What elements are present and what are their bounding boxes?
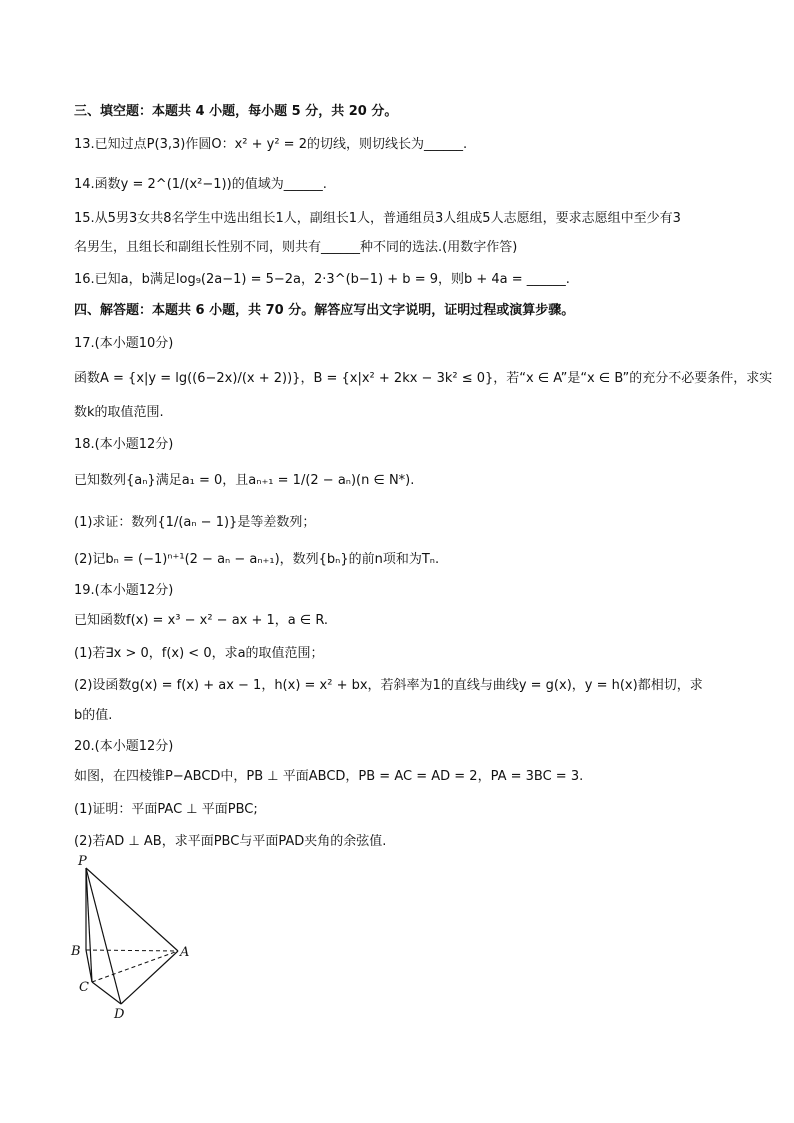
section3-heading: 三、填空题：本题共 4 小题，每小题 5 分，共 20 分。 xyxy=(74,104,398,119)
question-19-part1: (1)若∃x > 0，f(x) < 0，求a的取值范围； xyxy=(74,646,324,661)
edge-CA-dashed xyxy=(92,951,178,982)
edge-PD xyxy=(86,868,121,1004)
question-14: 14.函数y = 2^(1/(x²−1))的值域为______. xyxy=(74,177,327,192)
edge-DA xyxy=(121,951,178,1004)
question-18-part1: (1)求证：数列{1/(aₙ − 1)}是等差数列； xyxy=(74,515,316,530)
label-P: P xyxy=(78,854,87,869)
question-17-line2: 数k的取值范围. xyxy=(74,405,164,420)
question-13: 13.已知过点P(3,3)作圆O：x² + y² = 2的切线，则切线长为______. xyxy=(74,137,468,152)
label-B: B xyxy=(71,944,81,959)
question-18-part2: (2)记bₙ = (−1)ⁿ⁺¹(2 − aₙ − aₙ₊₁)，数列{bₙ}的前n项和为Tₙ. xyxy=(74,552,440,567)
question-19-part2-line1: (2)设函数g(x) = f(x) + ax − 1，h(x) = x² + bx，若斜率为1的直线与曲线y = g(x)，y = h(x)都相切，求 xyxy=(74,678,703,693)
question-16: 16.已知a，b满足log₉(2a−1) = 5−2a，2·3^(b−1) + b = 9，则b + 4a = ______. xyxy=(74,272,570,287)
pyramid-figure xyxy=(68,852,198,1022)
question-19-title: 19.(本小题12分) xyxy=(74,583,174,598)
question-18-stem: 已知数列{aₙ}满足a₁ = 0，且aₙ₊₁ = 1/(2 − aₙ)(n ∈ N*). xyxy=(74,473,415,488)
edge-PA xyxy=(86,868,178,951)
label-D: D xyxy=(114,1007,125,1022)
question-15-line2: 名男生，且组长和副组长性别不同，则共有______种不同的选法.(用数字作答) xyxy=(74,240,518,255)
question-20-part1: (1)证明：平面PAC ⊥ 平面PBC; xyxy=(74,802,258,817)
question-17-title: 17.(本小题10分) xyxy=(74,336,174,351)
label-C: C xyxy=(79,980,89,995)
question-15-line1: 15.从5男3女共8名学生中选出组长1人，副组长1人，普通组员3人组成5人志愿组，要求志愿组中至少有3 xyxy=(74,211,681,226)
question-19-part2-line2: b的值. xyxy=(74,708,113,723)
question-19-stem: 已知函数f(x) = x³ − x² − ax + 1，a ∈ R. xyxy=(74,613,329,628)
label-A: A xyxy=(180,945,190,960)
question-20-part2: (2)若AD ⊥ AB，求平面PBC与平面PAD夹角的余弦值. xyxy=(74,834,387,849)
question-20-title: 20.(本小题12分) xyxy=(74,739,174,754)
question-20-stem: 如图，在四棱锥P−ABCD中，PB ⊥ 平面ABCD，PB = AC = AD = 2，PA = 3BC = 3. xyxy=(74,769,584,784)
edge-BA-dashed xyxy=(86,950,178,951)
question-18-title: 18.(本小题12分) xyxy=(74,437,174,452)
section4-heading: 四、解答题：本题共 6 小题，共 70 分。解答应写出文字说明，证明过程或演算步骤。 xyxy=(74,303,575,318)
question-17-line1: 函数A = {x|y = lg((6−2x)/(x + 2))}，B = {x|x² + 2kx − 3k² ≤ 0}，若“x ∈ A”是“x ∈ B”的充分不必要条件，求实 xyxy=(74,371,773,386)
pyramid-diagram xyxy=(68,852,198,1022)
